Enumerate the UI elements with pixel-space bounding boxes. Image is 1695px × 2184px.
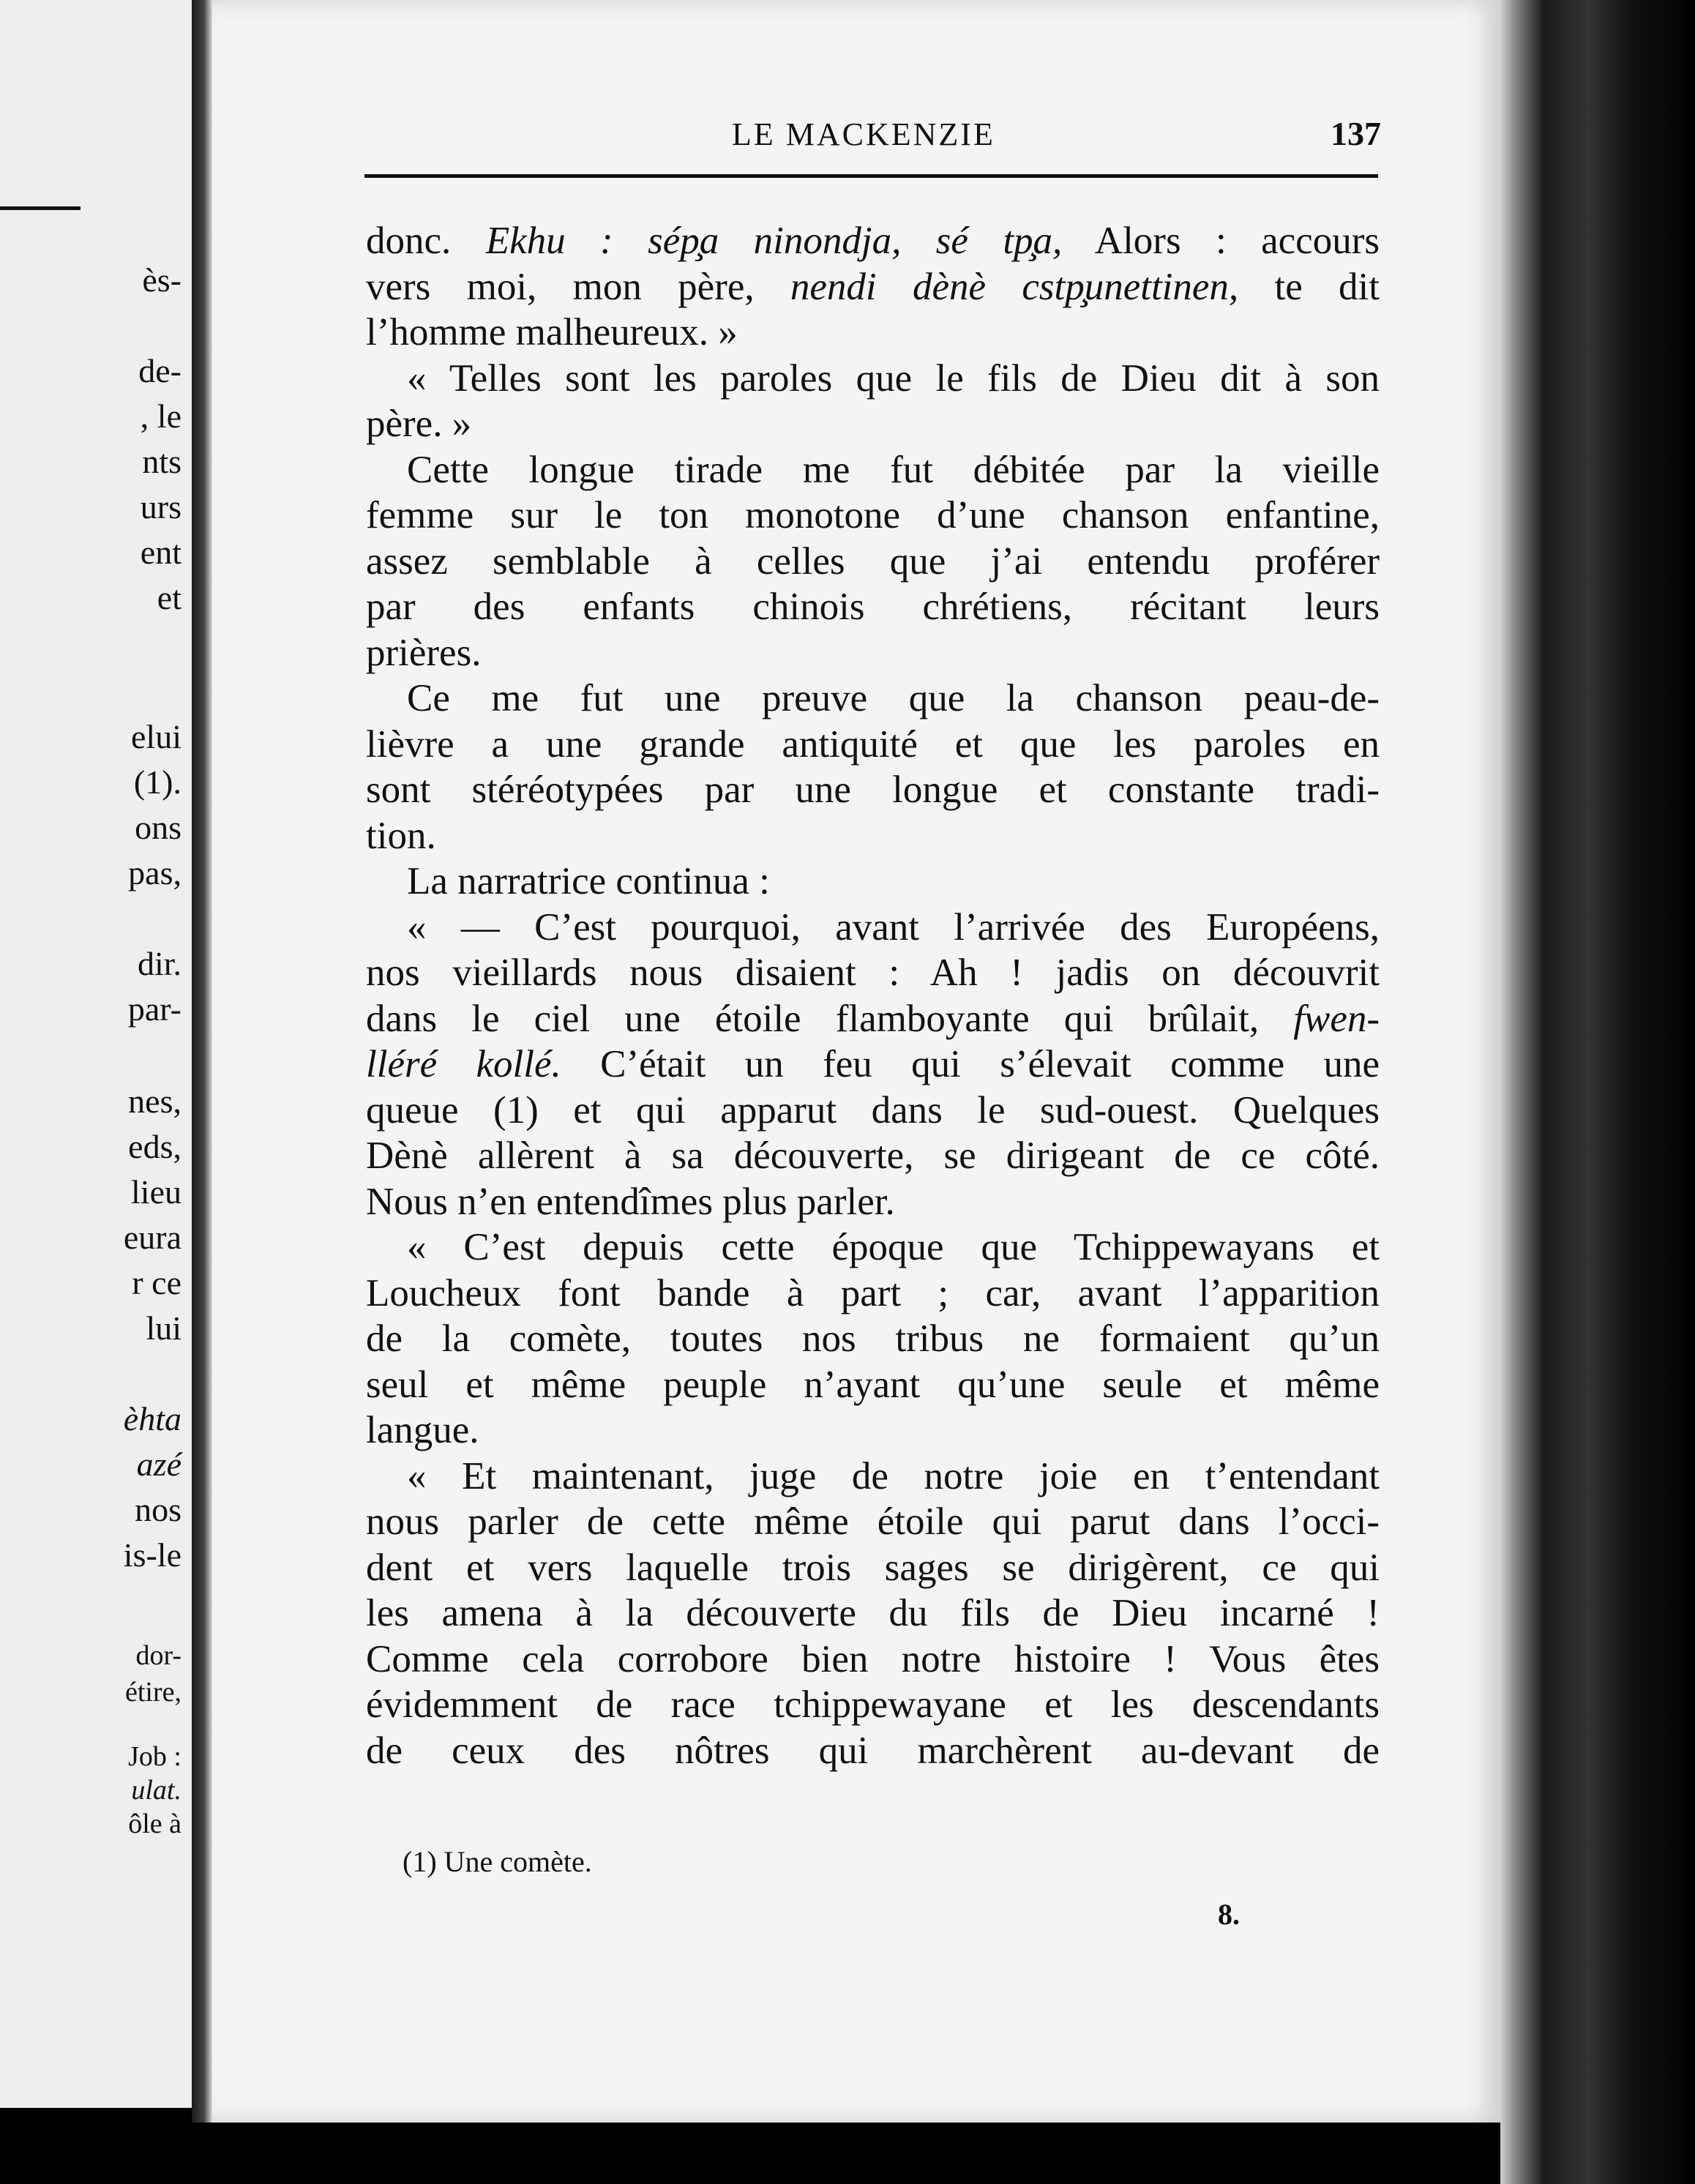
text-line: La narratrice continua : [407,860,770,902]
body-text [366,218,1380,1773]
left-fragment: et [157,579,182,616]
book-gutter [192,0,212,2123]
text-line: prières. [366,631,482,674]
left-fragment: dor- [135,1640,182,1671]
left-fragment: Job : [128,1741,182,1772]
left-fragment: ons [135,809,182,846]
left-fragment: eds, [128,1128,182,1165]
left-fragment: eura [123,1219,182,1256]
text-line: l’homme malheureux. » [366,311,738,354]
left-fragment: (1). [133,763,182,801]
left-fragment: elui [131,718,182,755]
left-fragment: nes, [128,1082,182,1120]
running-header-title: LE MACKENZIE [732,116,995,152]
book-edge [1500,0,1695,2184]
left-fragment: , le [140,397,182,435]
text-line: queue (1) et qui apparut dans le sud-ouest. Quelques [366,1088,1380,1132]
text-line: lièvre a une grande antiquité et que les paroles en [366,722,1380,766]
left-fragment: ôle à [128,1809,182,1839]
text-line: sont stéréotypées par une longue et constante tradi- [366,768,1380,811]
text-line: dent et vers laquelle trois sages se dirigèrent, ce qui [366,1546,1380,1589]
left-fragment: ès- [142,261,182,299]
text-line: Dènè allèrent à sa découverte, se dirigeant de ce côté. [366,1134,1380,1177]
left-fragment: ulat. [131,1775,182,1806]
text-line: « Et maintenant, juge de notre joie en t’entendant [407,1454,1380,1497]
text-line: vers moi, mon père, nendi dènè cstp̧unettinen, te dit [366,265,1380,308]
facing-page-fragment [0,0,195,2108]
left-fragment: is-le [123,1536,182,1574]
text-line: « C’est depuis cette époque que Tchippewayans et [407,1226,1380,1268]
text-line: tion. [366,814,436,857]
page-number: 137 [1331,115,1381,152]
text-line: dans le ciel une étoile flamboyante qui brûlait, fwen- [366,997,1380,1040]
left-fragment: pas, [128,854,182,891]
text-line: père. » [366,403,472,445]
text-line: nous parler de cette même étoile qui parut dans l’occi- [366,1500,1380,1543]
left-fragment: lieu [131,1173,182,1211]
left-fragment: azé [136,1446,182,1483]
text-line: nos vieillards nous disaient : Ah ! jadis on découvrit [366,951,1380,994]
left-fragment: èhta [123,1400,182,1437]
text-line: « Telles sont les paroles que le fils de Dieu dit à son [407,356,1380,400]
left-fragment: par- [127,990,182,1028]
signature-mark: 8. [1218,1898,1240,1931]
text-line: lléré kollé. C’était un feu qui s’élevait comme une [366,1043,1380,1085]
left-fragment: dir. [137,945,182,982]
text-line: Loucheux font bande à part ; car, avant l’apparition [366,1271,1380,1314]
text-line: assez semblable à celles que j’ai entendu proférer [366,539,1380,583]
text-line: de ceux des nôtres qui marchèrent au-devant de [366,1729,1380,1772]
text-line: langue. [366,1409,479,1451]
text-line: les amena à la découverte du fils de Dieu incarné ! [366,1592,1380,1634]
left-fragment: urs [140,488,182,526]
text-line: Cette longue tirade me fut débitée par la vieille [407,448,1380,491]
footnote: (1) Une comète. [403,1845,592,1878]
text-line: Ce me fut une preuve que la chanson peau-de- [407,677,1380,719]
left-fragment: lui [146,1309,182,1347]
text-line: femme sur le ton monotone d’une chanson enfantine, [366,494,1380,536]
left-fragment: nos [135,1491,182,1528]
text-line: seul et même peuple n’ayant qu’une seule et même [366,1363,1380,1406]
text-line: « — C’est pourquoi, avant l’arrivée des Européens, [407,905,1380,949]
left-fragment: nts [142,443,182,480]
text-line: donc. Ekhu : sép̧a ninondja, sé tp̧a, Alors : accours [366,220,1380,262]
left-fragment: r ce [132,1264,182,1301]
text-line: Nous n’en entendîmes plus parler. [366,1180,895,1223]
text-line: de la comète, toutes nos tribus ne formaient qu’un [366,1317,1380,1360]
text-line: Comme cela corrobore bien notre histoire ! Vous êtes [366,1637,1380,1680]
left-fragment: de- [138,352,182,389]
text-line: par des enfants chinois chrétiens, récitant leurs [366,586,1380,628]
left-fragment: étire, [124,1677,182,1708]
left-page-rule [0,206,81,210]
header-rule [364,174,1378,178]
text-line: évidemment de race tchippewayane et les descendants [366,1683,1380,1726]
left-fragment: ent [140,534,182,571]
